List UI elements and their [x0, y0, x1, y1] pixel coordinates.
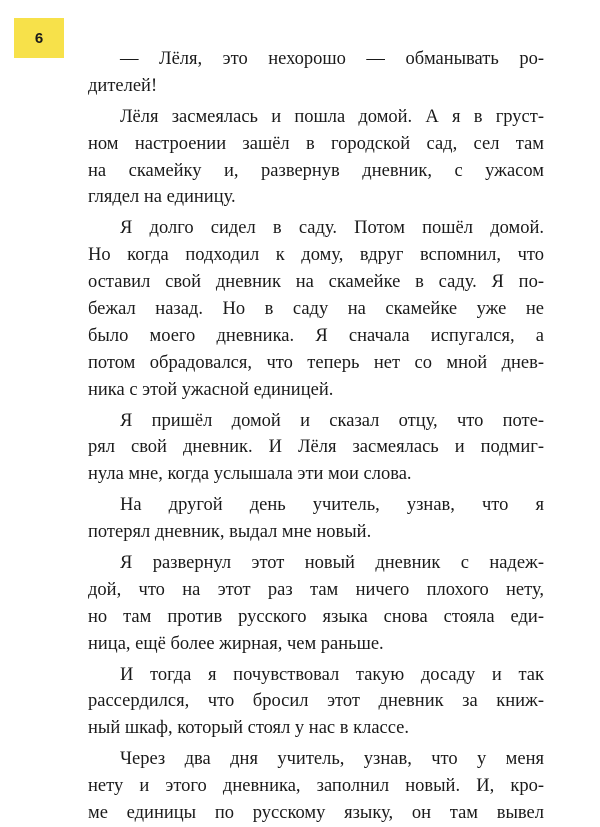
text-line: Я пришёл домой и сказал отцу, что поте-	[120, 410, 544, 431]
text-line: И тогда я почувствовал такую досаду и так	[120, 664, 544, 685]
text-line: Лёля засмеялась и пошла домой. А я в груст-	[120, 106, 544, 127]
text-line: было моего дневника. Я сначала испугался, а	[88, 325, 544, 346]
text-line: оставил свой дневник на скамейке в саду. Я по-	[88, 272, 544, 293]
text-line: но там против русского языка снова стояла еди-	[88, 606, 544, 627]
text-line: — Лёля, это нехорошо — обманывать ро-	[120, 49, 544, 69]
page-number: 6	[34, 29, 44, 47]
text-line: бежал назад. Но в саду на скамейке уже не	[88, 299, 544, 320]
text-line: Я развернул этот новый дневник с надеж-	[120, 553, 544, 574]
text-line: на скамейку и, развернув дневник, с ужасом	[88, 160, 544, 181]
text-line: ме единицы по русскому языку, он там вывел	[88, 803, 544, 824]
text-line: рассердился, что бросил этот дневник за книж-	[88, 691, 544, 712]
text-line: нула мне, когда услышала эти мои слова.	[88, 464, 412, 485]
text-line: глядел на единицу.	[88, 187, 236, 208]
text-line: ница, ещё более жирная, чем раньше.	[88, 633, 384, 654]
text-line: ника с этой ужасной единицей.	[88, 379, 334, 400]
story-text	[88, 46, 544, 827]
text-line: потерял дневник, выдал мне новый.	[88, 522, 372, 543]
text-line: Через два дня учитель, узнав, что у меня	[120, 749, 544, 770]
text-line: ном настроении зашёл в городской сад, сел там	[88, 133, 544, 154]
text-line: дой, что на этот раз там ничего плохого нету,	[88, 579, 544, 600]
text-line: рял свой дневник. И Лёля засмеялась и подмиг-	[88, 437, 544, 458]
text-line: ный шкаф, который стоял у нас в классе.	[88, 718, 410, 739]
text-line: Я долго сидел в саду. Потом пошёл домой.	[120, 218, 544, 239]
text-line: нету и этого дневника, заполнил новый. И, кро-	[88, 776, 544, 797]
page-number-badge	[14, 18, 64, 58]
text-line: Но когда подходил к дому, вдруг вспомнил, что	[88, 245, 544, 266]
text-line: На другой день учитель, узнав, что я	[120, 495, 544, 516]
text-line: потом обрадовался, что теперь нет со мной днев-	[88, 352, 544, 373]
text-line: дителей!	[88, 75, 158, 96]
